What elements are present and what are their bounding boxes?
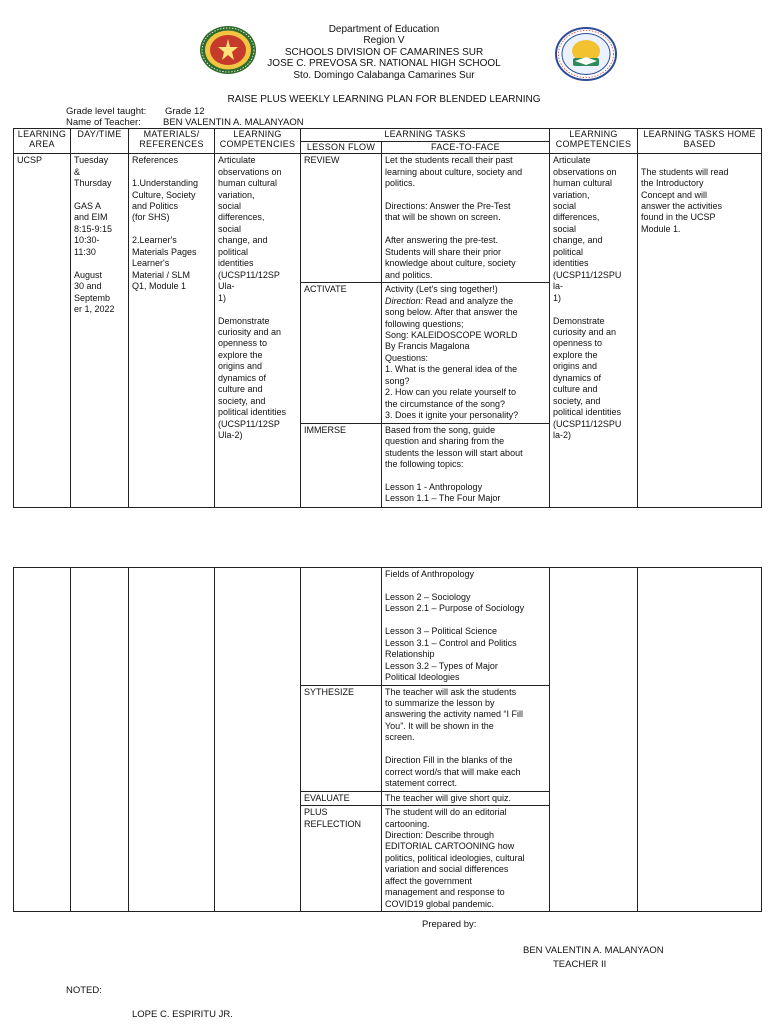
teacher-value: BEN VALENTIN A. MALANYAON — [163, 117, 304, 128]
synthesize-label: SYTHESIZE — [301, 685, 382, 791]
activate-label: ACTIVATE — [301, 283, 382, 423]
header-competencies-2: LEARNING COMPETENCIES — [550, 129, 638, 154]
empty-area-cell — [14, 568, 71, 912]
plus-reflection-text: The student will do an editorial cartooning. Direction: Describe through EDITORIAL CARTOONING how politics, political ideologies, cultural variation and social differences affect the government management and response to COVID19 global pandemic. — [382, 806, 550, 912]
teacher-label: Name of Teacher: — [66, 117, 141, 128]
plan-table-page2 — [13, 567, 762, 912]
plus-reflection-label: PLUS REFLECTION — [301, 806, 382, 912]
header-line-address: Sto. Domingo Calabanga Camarines Sur — [293, 69, 475, 81]
header-home-tasks: LEARNING TASKS HOME BASED — [638, 129, 762, 154]
immerse-label: IMMERSE — [301, 423, 382, 507]
preparer-title: TEACHER II — [553, 959, 607, 970]
noted-label: NOTED: — [66, 985, 102, 996]
review-text: Let the students recall their past learning about culture, society and politics. Directions: Answer the Pre-Test that will be shown on screen. After answering the pre-test. Students will share their prior knowledge about culture, society and politics. — [382, 154, 550, 283]
preparer-name: BEN VALENTIN A. MALANYAON — [523, 945, 664, 956]
learning-area-cell: UCSP — [14, 154, 71, 507]
activate-rest: song below. After that answer the following questions; Song: KALEIDOSCOPE WORLD By Francis Magalona Questions: 1. What is the general idea of the song? 2. How can you relate yourself to the circumstance of the song? 3. Does it ignite your personality? — [385, 307, 519, 421]
prepared-by-label: Prepared by: — [422, 919, 477, 930]
header-day-time: DAY/TIME — [71, 129, 129, 154]
home-tasks-cell: The students will read the Introductory Concept and will answer the activities found in the UCSP Module 1. — [638, 154, 762, 507]
competencies-cell: Articulate observations on human cultural variation, social differences, social change, and political identities (UCSP11/12SP Ula- 1) Demonstrate curiosity and an openness to explore the origins and dynamics of culture and society, and political identities (UCSP11/12SP Ula-2) — [215, 154, 301, 507]
empty-home-tasks-cell — [638, 568, 762, 912]
noter-name: LOPE C. ESPIRITU JR. — [132, 1009, 233, 1020]
header-competencies: LEARNING COMPETENCIES — [215, 129, 301, 154]
grade-label: Grade level taught: — [66, 106, 147, 117]
synthesize-text: The teacher will ask the students to summarize the lesson by answering the activity named “I Fill You”. It will be shown in the screen. Direction Fill in the blanks of the correct word/s that will make each statement correct. — [382, 685, 550, 791]
activate-line1: Activity (Let's sing together!) — [385, 284, 498, 295]
activate-text — [382, 283, 550, 423]
immerse-cont-text: Fields of Anthropology Lesson 2 – Sociology Lesson 2.1 – Purpose of Sociology Lesson 3 – Political Science Lesson 3.1 – Control and Politics Relationship Lesson 3.2 – Types of Major Political Ideologies — [382, 568, 550, 686]
header-line-school: JOSE C. PREVOSA SR. NATIONAL HIGH SCHOOL — [267, 58, 501, 70]
header-learning-area: LEARNING AREA — [14, 129, 71, 154]
header-block — [0, 24, 768, 81]
activate-direction-label: Direction: — [385, 295, 424, 306]
header-lesson-flow: LESSON FLOW — [301, 141, 382, 154]
competencies-2-cell: Articulate observations on human cultural variation, social differences, social change, and political identities (UCSP11/12SPU la- 1) Demonstrate curiosity and an openness to explore the origins and dynamics of culture and society, and political identities (UCSP11/12SPU la-2) — [550, 154, 638, 507]
immerse-text: Based from the song, guide question and sharing from the students the lesson will start about the following topics: Lesson 1 - Anthropology Lesson 1.1 – The Four Major — [382, 423, 550, 507]
grade-value: Grade 12 — [165, 106, 205, 117]
plan-title: RAISE PLUS WEEKLY LEARNING PLAN FOR BLENDED LEARNING — [227, 94, 541, 105]
header-line-region: Region V — [363, 35, 405, 47]
header-line-division: SCHOOLS DIVISION OF CAMARINES SUR — [284, 46, 484, 58]
evaluate-text: The teacher will give short quiz. — [382, 791, 550, 805]
empty-day-cell — [71, 568, 129, 912]
immerse-cont-label — [301, 568, 382, 686]
plan-table-page1 — [13, 128, 762, 508]
materials-cell: References 1.Understanding Culture, Society and Politics (for SHS) 2.Learner's Materials Pages Learner's Material / SLM Q1, Module 1 — [129, 154, 215, 507]
header-materials: MATERIALS/ REFERENCES — [129, 129, 215, 154]
header-face-to-face: FACE-TO-FACE — [382, 141, 550, 154]
header-learning-tasks: LEARNING TASKS — [301, 129, 550, 142]
empty-competencies-2-cell — [550, 568, 638, 912]
review-label: REVIEW — [301, 154, 382, 283]
activate-direction-text: Read and analyze the — [423, 295, 514, 306]
empty-materials-cell — [129, 568, 215, 912]
empty-competencies-cell — [215, 568, 301, 912]
evaluate-label: EVALUATE — [301, 791, 382, 805]
header-line-department: Department of Education — [328, 24, 440, 35]
day-time-cell: Tuesday & Thursday GAS A and EIM 8:15-9:15 10:30- 11:30 August 30 and Septemb er 1, 2022 — [71, 154, 129, 507]
